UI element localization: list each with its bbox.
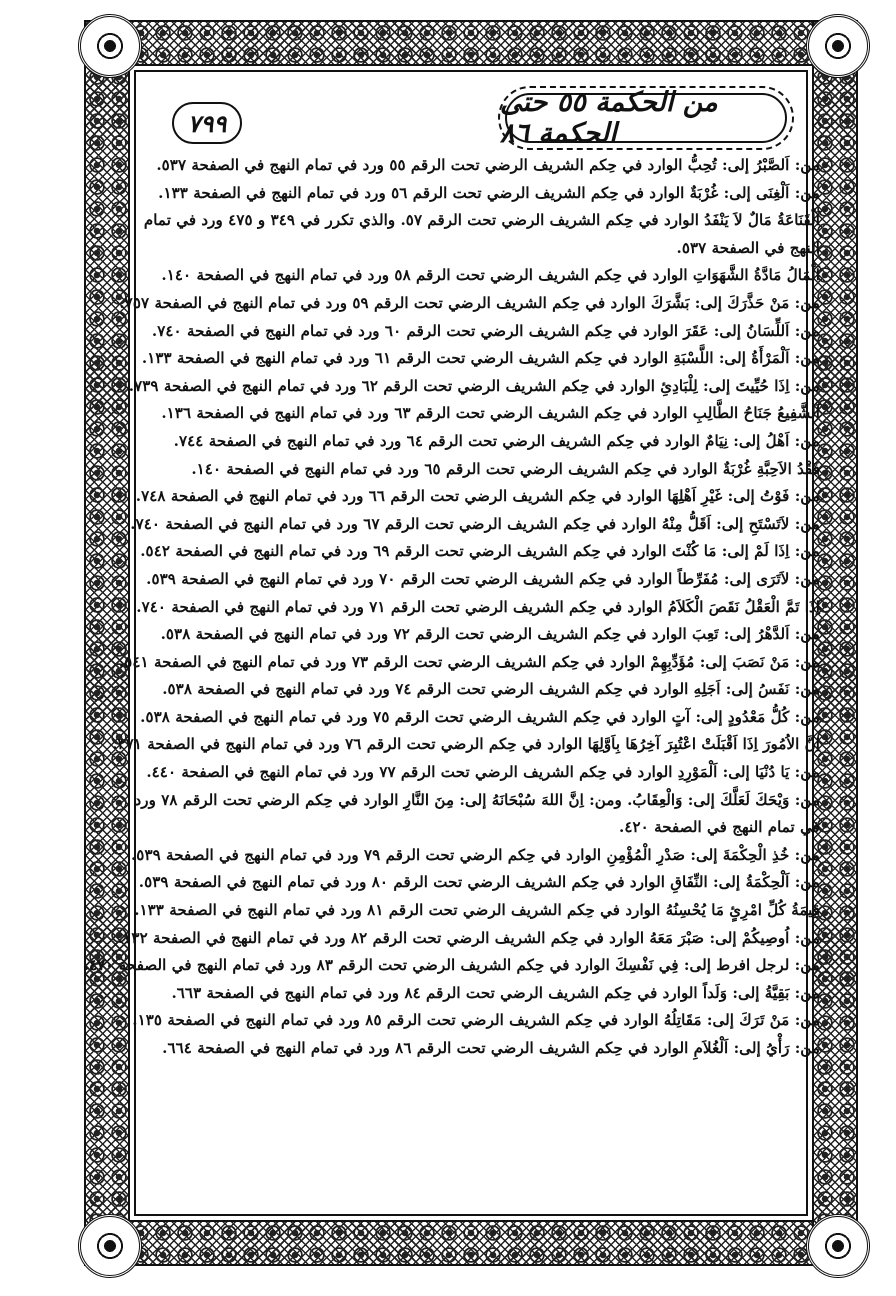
entry-line: من: اَلْحِكْمَةُ إلى: النِّفَاقِ الوارد في حِكم الشريف الرضي تحت الرقم ٨٠ ورد في تمام النهج في الصفحة ٥٣٩. [138,873,820,892]
border-right-ornament [814,22,856,1264]
entry-line: اِذَا تَمَّ الْعَقْلُ نَقَصَ الْكَلاَمُ الوارد في حِكم الشريف الرضي تحت الرقم ٧١ ورد في تمام النهج في الصفحة ٧٤٠. [136,597,820,616]
corner-ornament-icon [806,1214,870,1278]
entry-line: من: اَلدَّهْرُ إلى: تَعِبَ الوارد في حِكم الشريف الرضي تحت الرقم ٧٢ ورد في تمام النهج في الصفحة ٥٣٨. [160,625,820,644]
corner-ornament-icon [78,1214,142,1278]
border-bottom-ornament [86,1222,856,1264]
section-title: من الحكمة ٥٥ حتى الحكمة ٨٦ [500,87,718,149]
entry-line: من: مَنْ نَصَبَ إلى: مُؤَدِّبِهِمْ الوارد في حِكم الشريف الرضي تحت الرقم ٧٣ ورد في تمام النهج في الصفحة ٥٤١. [118,652,820,671]
entry-line: اَلْمَالُ مَادَّةُ الشَّهَوَاتِ الوارد في حِكم الشريف الرضي تحت الرقم ٥٨ ورد في تمام النهج في الصفحة ١٤٠. [161,266,820,285]
entry-line: من: اَلصَّبْرُ إلى: تُحِبُّ الوارد في حِكم الشريف الرضي تحت الرقم ٥٥ ورد في تمام النهج في الصفحة ٥٣٧. [156,156,820,174]
page-number: ٧٩٩ [187,108,227,138]
entry-line: من: اُوصِيكُمْ إلى: صَبْرَ مَعَهُ الوارد في حِكم الشريف الرضي تحت الرقم ٨٢ ورد في تمام النهج في الصفحة ١٣٢. [117,928,820,947]
entry-line: من: مَنْ حَذَّرَكَ إلى: بَشَّرَكَ الوارد في حِكم الشريف الرضي تحت الرقم ٥٩ ورد في تمام النهج في الصفحة ٧٥٧. [119,293,820,312]
page-number-box [172,102,242,144]
entry-line: من: نَفَسُ إلى: اَجَلِهِ الوارد في حِكم الشريف الرضي تحت الرقم ٧٤ ورد في تمام النهج في الصفحة ٥٣٨. [162,680,820,699]
entry-line: من: فَوْتُ إلى: غَيْرِ اَهْلِهَا الوارد في حِكم الشريف الرضي تحت الرقم ٦٦ ورد في تمام النهج في الصفحة ٧٤٨. [135,487,820,506]
entry-line: من: اِذَا حُيِّيتَ إلى: لِلْبَادِئِ الوارد في حِكم الشريف الرضي تحت الرقم ٦٢ ورد في تمام النهج في الصفحة ٧٣٩. [128,376,820,395]
entry-line: من: خُذِ الْحِكْمَةَ إلى: صَدْرِ الْمُؤْمِنِ الوارد في حِكم الرضي تحت الرقم ٧٩ ورد في تمام النهج في الصفحة ٥٣٩. [130,845,820,864]
entry-line: اَلْقَنَاعَةُ مَالٌ لاَ يَنْفَدُ الوارد في حِكم الشريف الرضي تحت الرقم ٥٧. والذي تكرر في ٣٤٩ و ٤٧٥ ورد في تمام النهج في الصفحة ٥٣٧. [143,211,820,257]
entry-line: من: لاَتَسْتَحِ إلى: اَقَلُّ مِنْهُ الوارد في حِكم الشريف الرضي تحت الرقم ٦٧ ورد في تمام النهج في الصفحة ٧٤٠. [130,514,820,533]
entries-list [83,152,820,1063]
entry-line: من: اَهْلُ إلى: نِيَامٌ الوارد في حِكم الشريف الرضي تحت الرقم ٦٤ ورد في تمام النهج في الصفحة ٧٤٤. [173,431,820,450]
entry-line: اَلشَّفِيعُ جَنَاحُ الطَّالِبِ الوارد في حِكم الشريف الرضي تحت الرقم ٦٣ ورد في تمام النهج في الصفحة ١٣٦. [161,404,820,423]
entry-line: من: بَقِيَّةُ إلى: وَلَداً الوارد في حِكم الشريف الرضي تحت الرقم ٨٤ ورد في تمام النهج في الصفحة ٦٦٣. [171,983,820,1002]
entry-line: اِنَّ الاُمُورَ اِذَا اَقْبَلَتْ اعْتُبِرَ آخِرُهَا بِاَوَّلِهَا الوارد في حِكم الرضي تحت الرقم ٧٦ ورد في تمام النهج في الصفحة ٣٧١. [112,735,820,754]
border-top-ornament [86,22,856,64]
entry-line: من: رَأْيُ إلى: اَلْغُلاَمِ الوارد في حِكم الشريف الرضي تحت الرقم ٨٦ ورد في تمام النهج في الصفحة ٦٦٤. [162,1039,820,1057]
entry-line: من: وَيْحَكَ لَعَلَّكَ إلى: وَالْعِقَابُ. ومن: اِنَّ اللهَ سُبْحَانَهُ إلى: مِنَ النَّارِ الوارد في حِكم الرضي تحت الرقم ٧٨ ورد في تمام النهج في الصفحة ٤٢٠. [134,790,820,837]
entry-line: فَقْدُ الاَحِبَّةِ غُرْبَةٌ الوارد في حِكم الشريف الرضي تحت الرقم ٦٥ ورد في تمام النهج في الصفحة ١٤٠. [191,459,820,478]
entry-line: من: لاَتَرَى إلى: مُفَرِّطاً الوارد في حِكم الشريف الرضي تحت الرقم ٧٠ ورد في تمام النهج في الصفحة ٥٣٩. [146,569,820,588]
section-title-box [498,86,794,150]
entry-line: من: كُلُّ مَعْدُودٍ إلى: آتٍ الوارد في حِكم الشريف الرضي تحت الرقم ٧٥ ورد في تمام النهج في الصفحة ٥٣٨. [140,707,820,726]
corner-ornament-icon [78,14,142,78]
entry-line: من: يَا دُنْيَا إلى: اَلْمَوْرِدِ الوارد في حِكم الشريف الرضي تحت الرقم ٧٧ ورد في تمام النهج في الصفحة ٤٤٠. [146,763,820,782]
entry-line: قِيمَةُ كُلِّ امْرِئٍ مَا يُحْسِنُهُ الوارد في حِكم الشريف الرضي تحت الرقم ٨١ ورد في تمام النهج في الصفحة ١٣٣. [134,901,820,920]
entry-line: من: اِذَا لَمْ إلى: مَا كُنْتَ الوارد في حِكم الشريف الرضي تحت الرقم ٦٩ ورد في تمام النهج في الصفحة ٥٤٢. [140,542,820,561]
entry-line: من: مَنْ تَرَكَ إلى: مَقَاتِلُهُ الوارد في حِكم الشريف الرضي تحت الرقم ٨٥ ورد في تمام النهج في الصفحة ١٣٥. [132,1011,820,1030]
entry-line: من: لرجل افرط إلى: فِي نَفْسِكَ الوارد في حِكم الشريف الرضي تحت الرقم ٨٣ ورد في تمام النهج في الصفحة ٤٧٠. [83,956,820,975]
corner-ornament-icon [806,14,870,78]
entry-line: من: اَلْغِنَى إلى: غُرْبَةٌ الوارد في حِكم الشريف الرضي تحت الرقم ٥٦ ورد في تمام النهج في الصفحة ١٣٣. [158,183,820,202]
entry-line: من: اَللِّسَانُ إلى: عَقَرَ الوارد في حِكم الشريف الرضي تحت الرقم ٦٠ ورد في تمام النهج في الصفحة ٧٤٠. [151,321,820,340]
entry-line: من: اَلْمَرْأَةُ إلى: اللَّسْبَةِ الوارد في حِكم الشريف الرضي تحت الرقم ٦١ ورد في تمام النهج في الصفحة ١٣٣. [141,349,820,368]
